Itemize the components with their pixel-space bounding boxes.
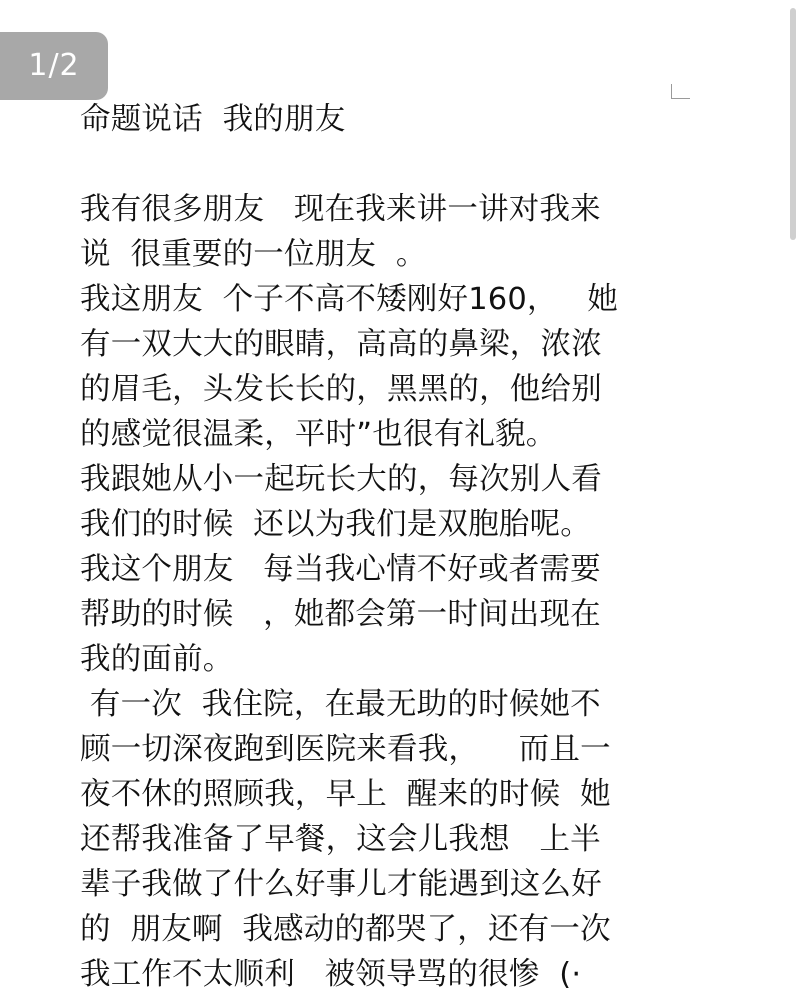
text-line: 我这朋友 个子不高不矮刚好160， 她 [80,282,619,317]
text-line: 我有很多朋友 现在我来讲一讲对我来 [80,192,601,227]
document-body [80,97,680,997]
text-line: 我们的时候 还以为我们是双胞胎呢。 [80,507,591,542]
text-line: 的 朋友啊 我感动的都哭了，还有一次 [80,912,611,947]
blank-line [80,142,680,187]
scrollbar-thumb[interactable] [790,8,796,240]
text-line: 辈子我做了什么好事儿才能遇到这么好 [80,867,602,902]
text-line: 还帮我准备了早餐，这会儿我想 上半 [80,822,601,857]
text-line: 有一双大大的眼睛，高高的鼻梁，浓浓 [80,327,602,362]
document-title: 命题说话 我的朋友 [80,102,346,137]
text-line: 的眉毛，头发长长的，黑黑的，他给别 [80,372,602,407]
page-indicator-badge: 1/2 [0,32,108,100]
text-line: 的感觉很温柔，平时”也很有礼貌。 [80,417,557,452]
text-line: 顾一切深夜跑到医院来看我， 而且一 [80,732,611,767]
text-line: 我这个朋友 每当我心情不好或者需要 [80,552,601,587]
text-line: 帮助的时候 ，她都会第一时间出现在 [80,597,601,632]
text-line: 我的面前。 [80,642,234,677]
text-line: 说 很重要的一位朋友 。 [80,237,427,272]
text-line: 我跟她从小一起玩长大的，每次别人看 [80,462,602,497]
text-line: 夜不休的照顾我，早上 醒来的时候 她 [80,777,611,812]
text-line: 我工作不太顺利 被领导骂的很惨 (· [80,957,582,992]
vertical-scrollbar[interactable] [786,0,800,958]
text-line: 有一次 我住院，在最无助的时候她不 [80,687,601,722]
